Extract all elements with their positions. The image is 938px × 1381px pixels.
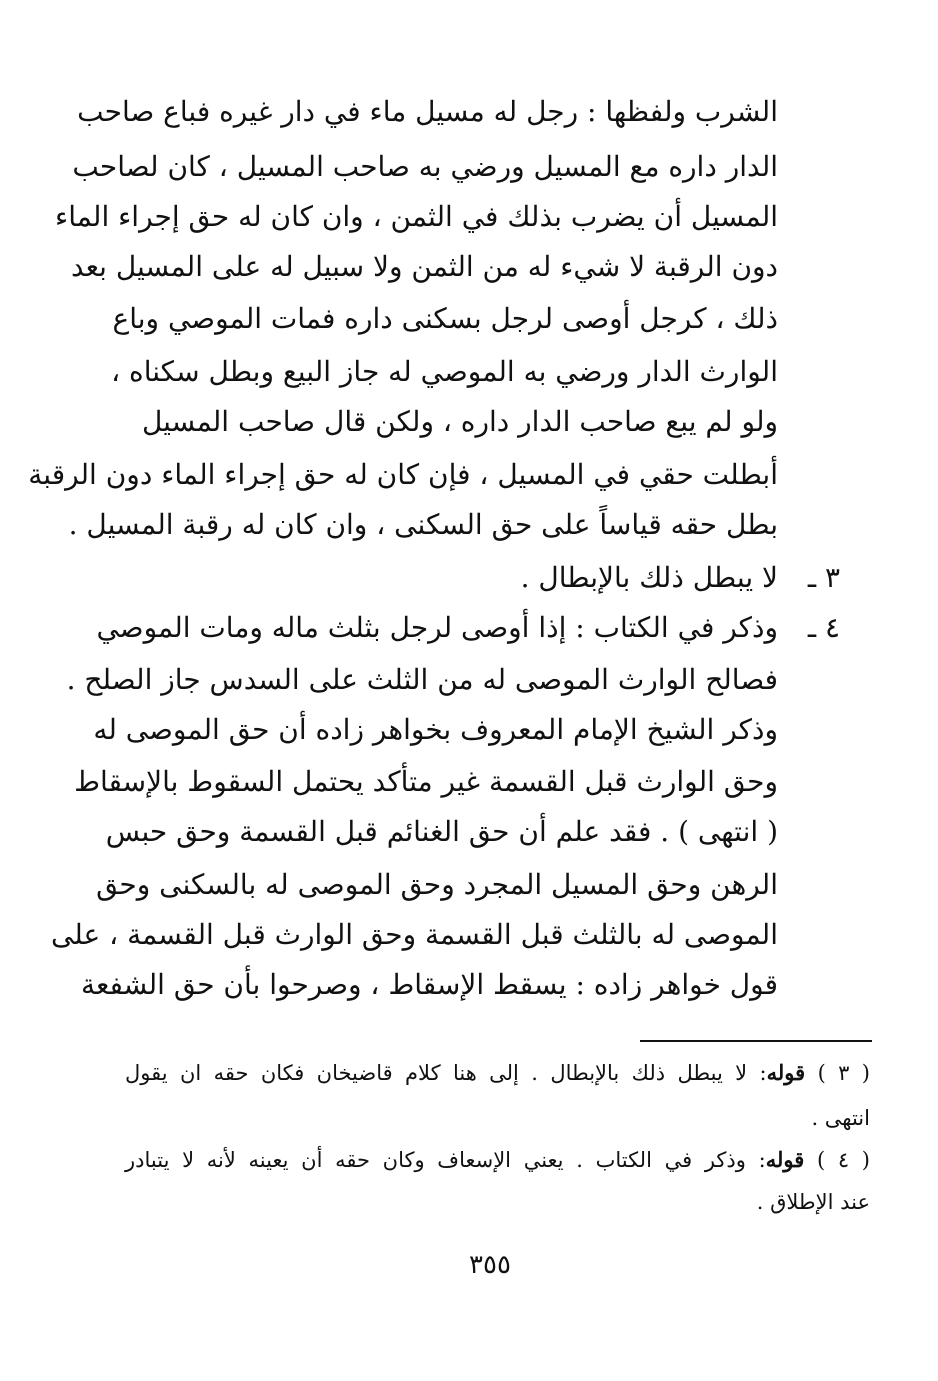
footnote-keyword: قوله bbox=[766, 1060, 806, 1085]
footnote-4-continued: عند الإطلاق . bbox=[756, 1190, 870, 1214]
item4-line: فصالح الوارث الموصى له من الثلث على السدس جاز الصلح . bbox=[66, 663, 778, 696]
footnote-text: : وذكر في الكتاب . يعني الإسعاف وكان حقه أن يعينه لأنه لا يتبادر bbox=[125, 1148, 766, 1172]
footnote-text: : لا يبطل ذلك بالإبطال . إلى هنا كلام قاضيخان فكان حقه ان يقول bbox=[125, 1061, 767, 1085]
footnote-marker: ( ٣ ) bbox=[817, 1061, 870, 1085]
item4-line: وحق الوارث قبل القسمة غير متأكد يحتمل السقوط بالإسقاط bbox=[74, 765, 778, 798]
body-line: الوارث الدار ورضي به الموصي له جاز البيع وبطل سكناه ، bbox=[111, 355, 778, 388]
page-number: ٣٥٥ bbox=[469, 1250, 511, 1280]
body-line: الشرب ولفظها : رجل له مسيل ماء في دار غيره فباع صاحب bbox=[77, 95, 778, 128]
footnote-marker: ( ٤ ) bbox=[816, 1148, 870, 1172]
item4-line: الموصى له بالثلث قبل القسمة وحق الوارث قبل القسمة ، على bbox=[50, 918, 778, 951]
item4-line: قول خواهر زاده : يسقط الإسقاط ، وصرحوا بأن حق الشفعة bbox=[80, 968, 778, 1001]
body-line: دون الرقبة لا شيء له من الثمن ولا سبيل له على المسيل بعد bbox=[70, 250, 778, 283]
item-number-4: ٤ ـ bbox=[807, 611, 840, 644]
footnote-separator bbox=[640, 1040, 872, 1042]
body-line: أبطلت حقي في المسيل ، فإن كان له حق إجراء الماء دون الرقبة bbox=[28, 458, 778, 491]
item4-line: وذكر الشيخ الإمام المعروف بخواهر زاده أن حق الموصى له bbox=[93, 713, 778, 746]
body-line: بطل حقه قياساً على حق السكنى ، وان كان له رقبة المسيل . bbox=[68, 508, 778, 541]
item-number-3: ٣ ـ bbox=[807, 561, 840, 594]
body-line: ولو لم يبع صاحب الدار داره ، ولكن قال صاحب المسيل bbox=[141, 405, 778, 438]
body-line: ذلك ، كرجل أوصى لرجل بسكنى داره فمات الموصي وباع bbox=[112, 302, 778, 335]
item4-line: ( انتهى ) . فقد علم أن حق الغنائم قبل القسمة وحق حبس bbox=[105, 815, 778, 848]
item4-line: وذكر في الكتاب : إذا أوصى لرجل بثلث ماله ومات الموصي bbox=[96, 611, 778, 644]
footnote-4 bbox=[125, 1145, 870, 1175]
footnote-3 bbox=[125, 1058, 870, 1088]
item4-line: الرهن وحق المسيل المجرد وحق الموصى له بالسكنى وحق bbox=[96, 868, 778, 901]
item-text-3: لا يبطل ذلك بالإبطال . bbox=[520, 561, 778, 594]
footnote-3-continued: انتهى . bbox=[811, 1106, 870, 1130]
body-line: المسيل أن يضرب بذلك في الثمن ، وان كان له حق إجراء الماء bbox=[55, 200, 778, 233]
body-line: الدار داره مع المسيل ورضي به صاحب المسيل ، كان لصاحب bbox=[72, 150, 778, 183]
footnote-keyword: قوله bbox=[765, 1147, 805, 1172]
